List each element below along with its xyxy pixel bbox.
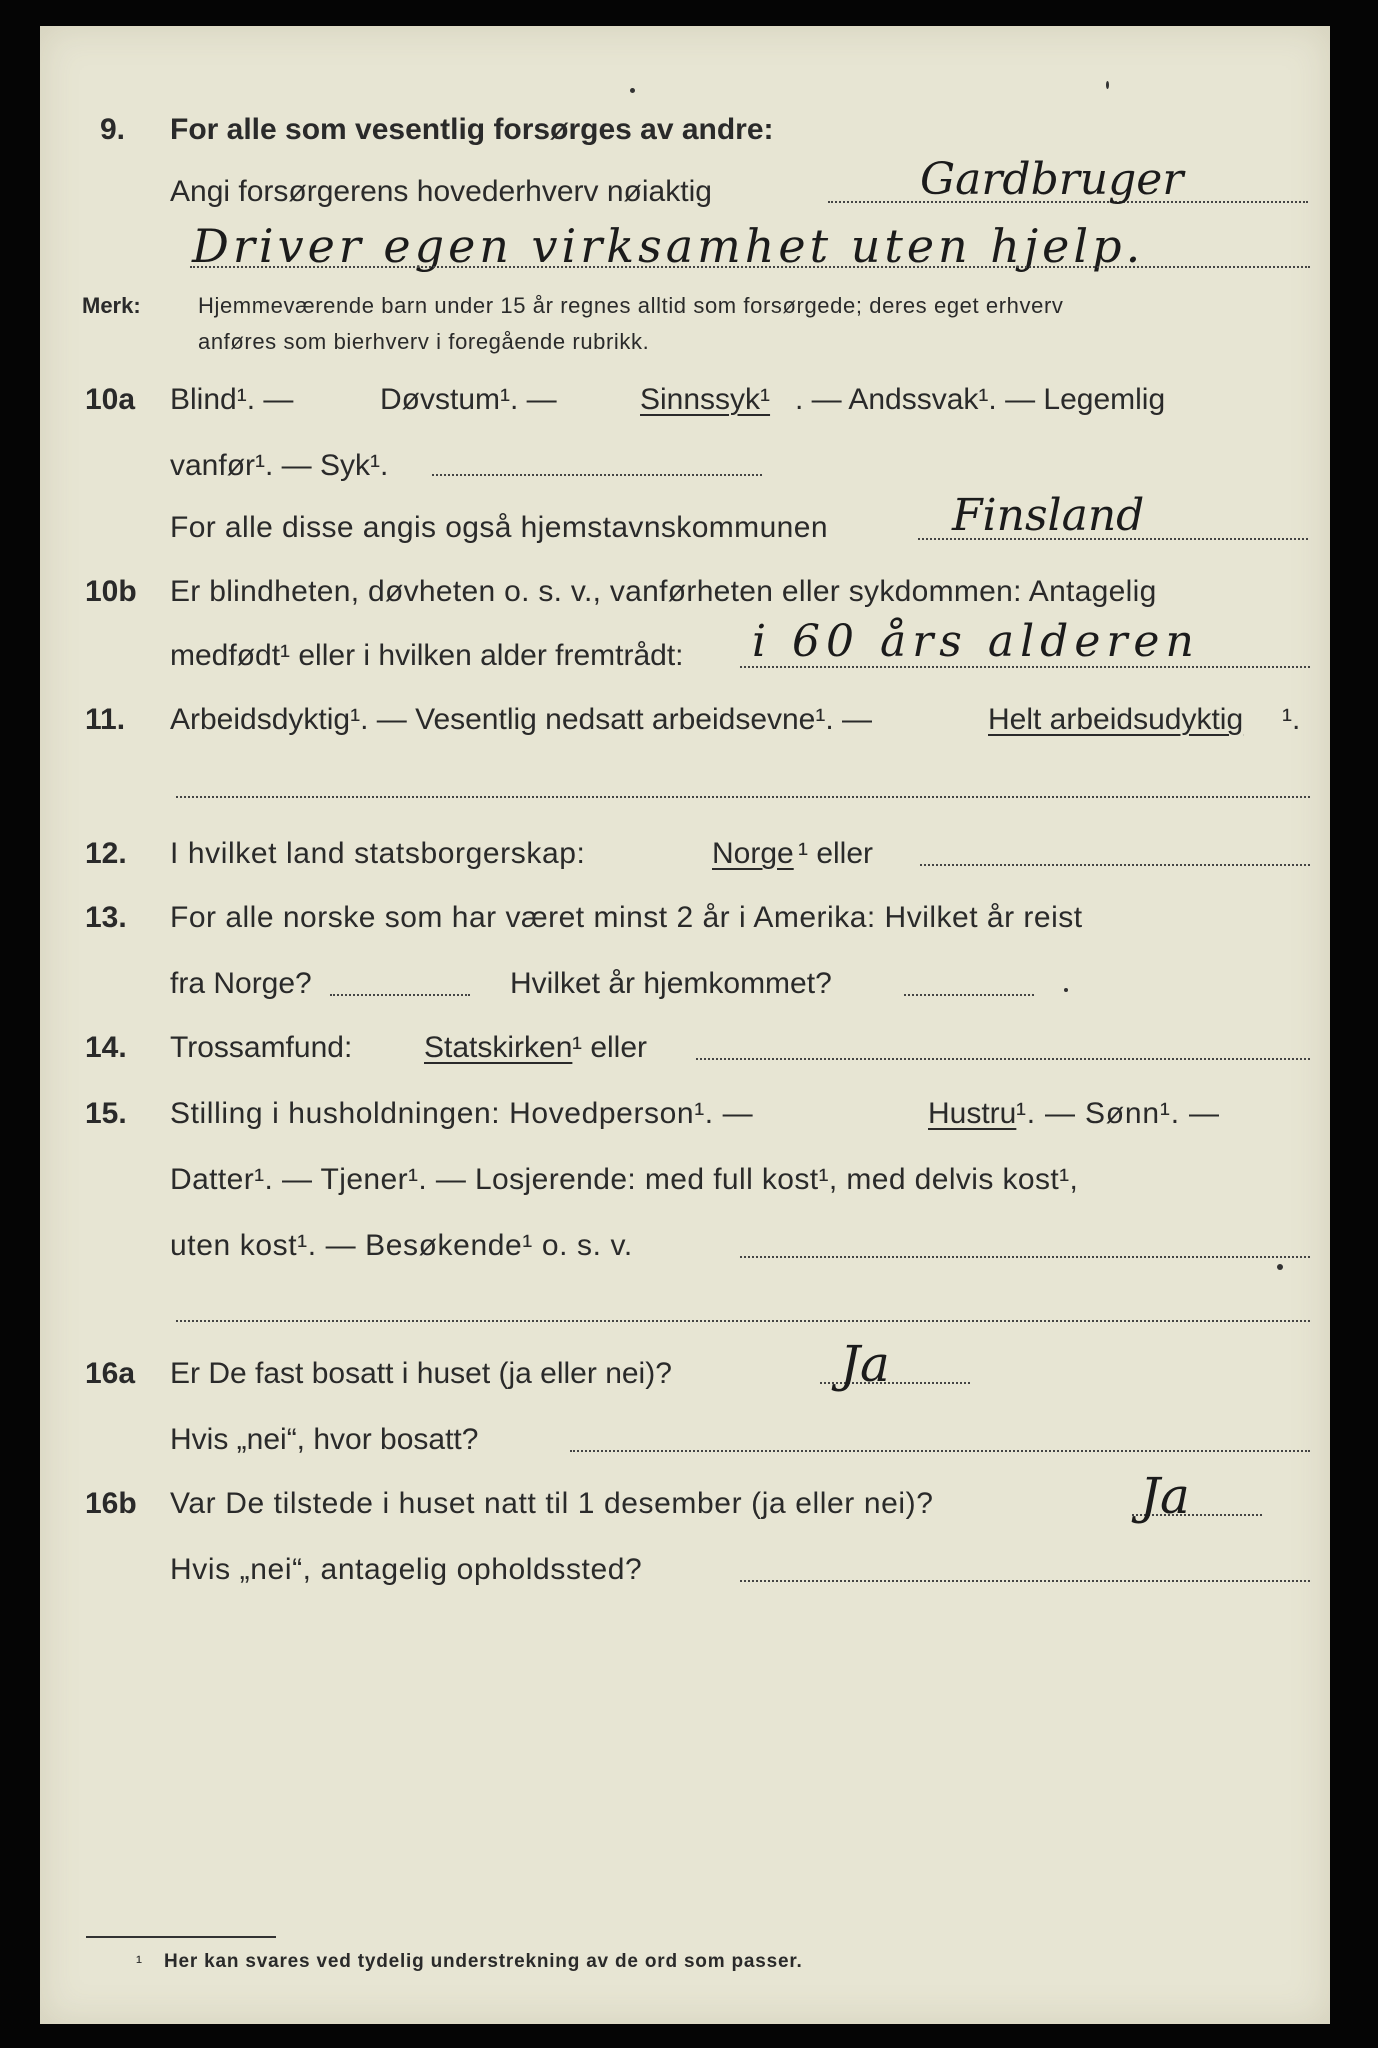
q13-reist-line: [330, 994, 470, 996]
q10a-opt-rest: . — Andssvak¹. — Legemlig: [795, 383, 1166, 416]
q12-number: 12.: [85, 837, 127, 870]
census-form-page: [40, 26, 1330, 2024]
footnote-rule: [86, 1936, 276, 1938]
q16a-line1: Er De fast bosatt i huset (ja eller nei)?: [170, 1357, 672, 1390]
q16b-line2: Hvis „nei“, antagelig opholdssted?: [170, 1553, 643, 1586]
q13-line2-a: fra Norge?: [170, 967, 312, 1000]
q12-text-c: ¹ eller: [798, 837, 874, 870]
footnote-mark: ¹: [136, 1952, 142, 1972]
q10a-line2: vanfør¹. — Syk¹.: [170, 449, 389, 482]
q14-number: 14.: [85, 1031, 127, 1064]
q9-heading: For alle som vesentlig forsørges av andre:: [170, 113, 774, 146]
q10a-answer-kommune: Finsland: [952, 490, 1145, 541]
q11-text-b: Helt arbeidsudyktig: [988, 703, 1244, 736]
q13-number: 13.: [85, 901, 127, 934]
merk-line1: Hjemmeværende barn under 15 år regnes alltid som forsørgede; deres eget erhverv: [198, 293, 1064, 318]
q9-number: 9.: [100, 113, 126, 146]
paper-speck: [1064, 988, 1068, 992]
q10a-opt-dovstum: Døvstum¹. —: [380, 383, 557, 416]
merk-label: Merk:: [82, 293, 141, 318]
q14-text-b: Statskirken: [424, 1031, 573, 1064]
q9-answer-occupation: Gardbruger: [920, 154, 1184, 205]
q15-line1-b: Hustru: [928, 1097, 1017, 1130]
q12-text-a: I hvilket land statsborgerskap:: [170, 837, 586, 870]
q14-answer-line: [696, 1058, 1310, 1060]
q10a-syk-line: [432, 474, 762, 476]
paper-speck: [630, 88, 635, 93]
q10a-opt-blind: Blind¹. —: [170, 383, 294, 416]
q16b-number: 16b: [85, 1487, 137, 1520]
q15-line1-a: Stilling i husholdningen: Hovedperson¹. —: [170, 1097, 754, 1130]
q10a-opt-sinnssyk: Sinnssyk¹: [640, 383, 771, 416]
q10a-line3: For alle disse angis også hjemstavnskommunen: [170, 511, 828, 544]
q10b-answer: i 60 års alderen: [752, 616, 1200, 667]
q16a-number: 16a: [85, 1357, 136, 1390]
q9-answer-line-2: [190, 266, 1310, 268]
q15-answer-line: [740, 1256, 1310, 1258]
q10b-number: 10b: [85, 575, 137, 608]
q11-number: 11.: [85, 703, 126, 736]
q11-text-a: Arbeidsdyktig¹. — Vesentlig nedsatt arbeidsevne¹. —: [170, 703, 873, 736]
paper-speck: [1106, 81, 1109, 89]
q11-extra-line: [176, 796, 1310, 798]
paper-speck: [1277, 1264, 1283, 1270]
q13-line2-b: Hvilket år hjemkommet?: [510, 967, 832, 1000]
q13-hjemkommet-line: [904, 994, 1034, 996]
q15-line3: uten kost¹. — Besøkende¹ o. s. v.: [170, 1229, 633, 1262]
q14-text-a: Trossamfund:: [170, 1031, 353, 1064]
q16b-line1: Var De tilstede i huset natt til 1 desember (ja eller nei)?: [170, 1487, 934, 1520]
q15-line2: Datter¹. — Tjener¹. — Losjerende: med full kost¹, med delvis kost¹,: [170, 1163, 1079, 1196]
q15-extra-line: [176, 1320, 1310, 1322]
q16a-bosatt-line: [570, 1450, 1310, 1452]
q12-answer-line: [920, 864, 1310, 866]
q9-prompt: Angi forsørgerens hovederhverv nøiaktig: [170, 175, 712, 208]
q10b-line2: medfødt¹ eller i hvilken alder fremtrådt:: [170, 639, 684, 672]
q16a-line2: Hvis „nei“, hvor bosatt?: [170, 1423, 479, 1456]
q14-text-c: ¹ eller: [572, 1031, 648, 1064]
q16b-answer: Ja: [1140, 1467, 1190, 1525]
merk-line2: anføres som bierhverv i foregående rubrikk.: [198, 329, 650, 354]
q16b-opholdssted-line: [740, 1580, 1310, 1582]
q11-text-c: ¹.: [1282, 703, 1301, 736]
q15-number: 15.: [85, 1097, 127, 1130]
q13-line1: For alle norske som har været minst 2 år i Amerika: Hvilket år reist: [170, 901, 1083, 934]
q12-text-b: Norge: [712, 837, 794, 870]
q10b-line1: Er blindheten, døvheten o. s. v., vanførheten eller sykdommen: Antagelig: [170, 575, 1157, 608]
q10a-number: 10a: [85, 383, 136, 416]
q16a-answer: Ja: [840, 1335, 890, 1393]
q15-line1-c: ¹. — Sønn¹. —: [1016, 1097, 1220, 1130]
q9-answer-description: Driver egen virksamhet uten hjelp.: [192, 219, 1145, 273]
footnote-text: Her kan svares ved tydelig understrekning av de ord som passer.: [164, 1951, 803, 1972]
